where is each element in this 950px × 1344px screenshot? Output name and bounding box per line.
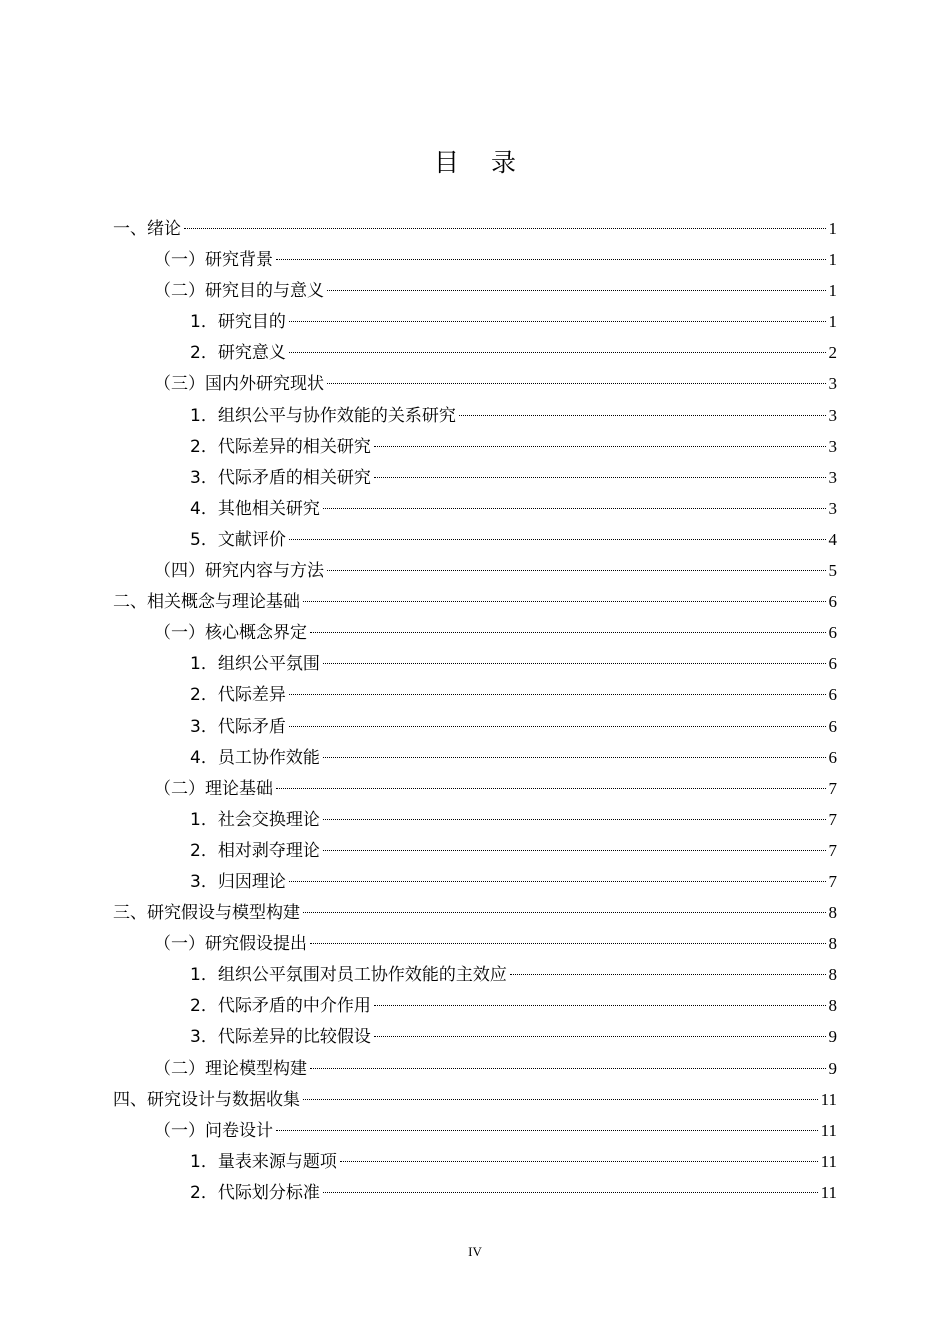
toc-leader-dots (289, 539, 826, 540)
toc-entry-page: 3 (828, 436, 837, 456)
toc-entry-title: 1．量表来源与题项 (190, 1151, 337, 1172)
toc-leader-dots (303, 1099, 818, 1100)
toc-entry[interactable] (113, 1021, 837, 1052)
toc-entry[interactable] (113, 711, 837, 742)
toc-entry-title: 1．社会交换理论 (190, 809, 320, 830)
toc-entry-page: 6 (828, 592, 837, 612)
toc-entry-title: 3．代际矛盾的相关研究 (190, 467, 371, 488)
toc-entry-page: 8 (828, 996, 837, 1016)
toc-entry-page: 6 (828, 623, 837, 643)
toc-leader-dots (184, 228, 826, 229)
toc-entry[interactable] (113, 1115, 837, 1146)
toc-entry[interactable] (113, 337, 837, 368)
toc-entry-page: 6 (828, 685, 837, 705)
toc-entry[interactable] (113, 617, 837, 648)
toc-entry[interactable] (113, 306, 837, 337)
toc-leader-dots (276, 788, 826, 789)
toc-leader-dots (289, 726, 826, 727)
toc-entry-page: 9 (828, 1027, 837, 1047)
toc-entry-title: 2．相对剥夺理论 (190, 840, 320, 861)
toc-leader-dots (459, 415, 826, 416)
toc-entry-page: 9 (828, 1058, 837, 1078)
toc-leader-dots (323, 1192, 818, 1193)
toc-leader-dots (310, 943, 826, 944)
toc-entry-page: 7 (828, 809, 837, 829)
page-number: IV (468, 1244, 482, 1259)
toc-entry[interactable] (113, 742, 837, 773)
toc-leader-dots (289, 352, 826, 353)
toc-entry[interactable] (113, 1146, 837, 1177)
toc-leader-dots (276, 1130, 818, 1131)
toc-entry[interactable] (113, 586, 837, 617)
toc-leader-dots (323, 850, 826, 851)
toc-entry[interactable] (113, 400, 837, 431)
toc-entry-page: 3 (828, 498, 837, 518)
toc-entry[interactable] (113, 275, 837, 306)
toc-entry-title: 2．代际差异的相关研究 (190, 436, 371, 457)
toc-entry-page: 1 (828, 250, 837, 270)
toc-entry-page: 11 (820, 1182, 837, 1202)
toc-entry-page: 7 (828, 778, 837, 798)
toc-entry-title: 二、相关概念与理论基础 (113, 592, 300, 613)
toc-leader-dots (510, 974, 826, 975)
toc-entry-page: 3 (828, 467, 837, 487)
toc-entry-title: （四）研究内容与方法 (154, 561, 324, 582)
toc-leader-dots (323, 663, 826, 664)
toc-entry[interactable] (113, 462, 837, 493)
toc-entry[interactable] (113, 804, 837, 835)
toc-entry-title: （一）问卷设计 (154, 1120, 273, 1141)
toc-entry-title: 4．其他相关研究 (190, 498, 320, 519)
toc-entry-page: 6 (828, 654, 837, 674)
toc-leader-dots (276, 259, 826, 260)
toc-entry-page: 1 (828, 281, 837, 301)
page-title: 目 录 (434, 148, 528, 177)
toc-entry-page: 8 (828, 965, 837, 985)
toc-entry-page: 1 (828, 219, 837, 238)
toc-entry-title: 5．文献评价 (190, 529, 286, 550)
toc-leader-dots (374, 446, 826, 447)
toc-entry-title: 4．员工协作效能 (190, 747, 320, 768)
toc-entry-title: 3．代际矛盾 (190, 716, 286, 737)
toc-entry-page: 11 (820, 1151, 837, 1171)
toc-entry-title: （一）研究假设提出 (154, 934, 307, 955)
toc-entry-page: 5 (828, 561, 837, 581)
toc-leader-dots (374, 477, 826, 478)
toc-entry[interactable] (113, 431, 837, 462)
toc-entry-page: 2 (828, 343, 837, 363)
toc-entry-page: 7 (828, 840, 837, 860)
toc-leader-dots (289, 881, 826, 882)
toc-entry-title: （二）理论模型构建 (154, 1058, 307, 1079)
toc-entry[interactable] (113, 990, 837, 1021)
toc-entry-title: 1．组织公平与协作效能的关系研究 (190, 405, 456, 426)
toc-entry-title: （一）研究背景 (154, 250, 273, 271)
toc-leader-dots (374, 1005, 826, 1006)
toc-entry-page: 8 (828, 903, 837, 923)
toc-entry[interactable] (113, 368, 837, 399)
toc-entry-title: （一）核心概念界定 (154, 623, 307, 644)
toc-entry[interactable] (113, 244, 837, 275)
toc-entry[interactable] (113, 648, 837, 679)
toc-entry-title: （二）理论基础 (154, 778, 273, 799)
toc-entry-page: 4 (828, 529, 837, 549)
toc-entry-page: 7 (828, 871, 837, 891)
toc-entry[interactable] (113, 555, 837, 586)
toc-entry-page: 1 (828, 312, 837, 332)
toc-entry-title: 1．研究目的 (190, 312, 286, 333)
toc-entry[interactable] (113, 1177, 837, 1208)
toc-leader-dots (374, 1036, 826, 1037)
toc-entry-title: 2．代际矛盾的中介作用 (190, 996, 371, 1017)
toc-entry-title: （二）研究目的与意义 (154, 281, 324, 302)
toc-leader-dots (327, 290, 826, 291)
toc-entry[interactable] (113, 493, 837, 524)
toc-entry-title: 2．代际划分标准 (190, 1182, 320, 1203)
toc-entry[interactable] (113, 1053, 837, 1084)
toc-leader-dots (323, 508, 826, 509)
toc-leader-dots (327, 383, 826, 384)
toc-entry[interactable] (113, 835, 837, 866)
toc-entry[interactable] (113, 679, 837, 710)
toc-entry-title: 1．组织公平氛围 (190, 654, 320, 675)
toc-entry-title: 2．代际差异 (190, 685, 286, 706)
toc-entry-page: 8 (828, 934, 837, 954)
toc-leader-dots (327, 570, 826, 571)
toc-entry[interactable] (113, 213, 837, 244)
toc-leader-dots (323, 757, 826, 758)
toc-leader-dots (310, 632, 826, 633)
toc-entry[interactable] (113, 866, 837, 897)
toc-entry[interactable] (113, 524, 837, 555)
toc-entry-title: 三、研究假设与模型构建 (113, 903, 300, 924)
toc-entry[interactable] (113, 773, 837, 804)
toc-entry-page: 3 (828, 374, 837, 394)
toc-entry[interactable] (113, 959, 837, 990)
toc-leader-dots (289, 694, 826, 695)
toc-entry-title: 2．研究意义 (190, 343, 286, 364)
toc-entry-page: 3 (828, 405, 837, 425)
toc-leader-dots (310, 1068, 826, 1069)
toc-entry-page: 11 (820, 1120, 837, 1140)
toc-leader-dots (323, 819, 826, 820)
toc-entry-page: 6 (828, 716, 837, 736)
toc-entry-title: 1．组织公平氛围对员工协作效能的主效应 (190, 965, 507, 986)
toc-entry[interactable] (113, 1084, 837, 1115)
toc-entry-page: 6 (828, 747, 837, 767)
toc-entry-title: 3．代际差异的比较假设 (190, 1027, 371, 1048)
toc-entry-title: 四、研究设计与数据收集 (113, 1089, 300, 1110)
toc-leader-dots (303, 912, 826, 913)
toc-entry[interactable] (113, 928, 837, 959)
toc-leader-dots (289, 321, 826, 322)
toc-entry[interactable] (113, 897, 837, 928)
toc-entry-title: 3．归因理论 (190, 871, 286, 892)
toc-entry-page: 11 (820, 1089, 837, 1109)
toc-entry-title: 一、绪论 (113, 219, 181, 239)
table-of-contents (113, 213, 837, 1208)
toc-leader-dots (303, 601, 826, 602)
toc-leader-dots (340, 1161, 818, 1162)
toc-entry-title: （三）国内外研究现状 (154, 374, 324, 395)
